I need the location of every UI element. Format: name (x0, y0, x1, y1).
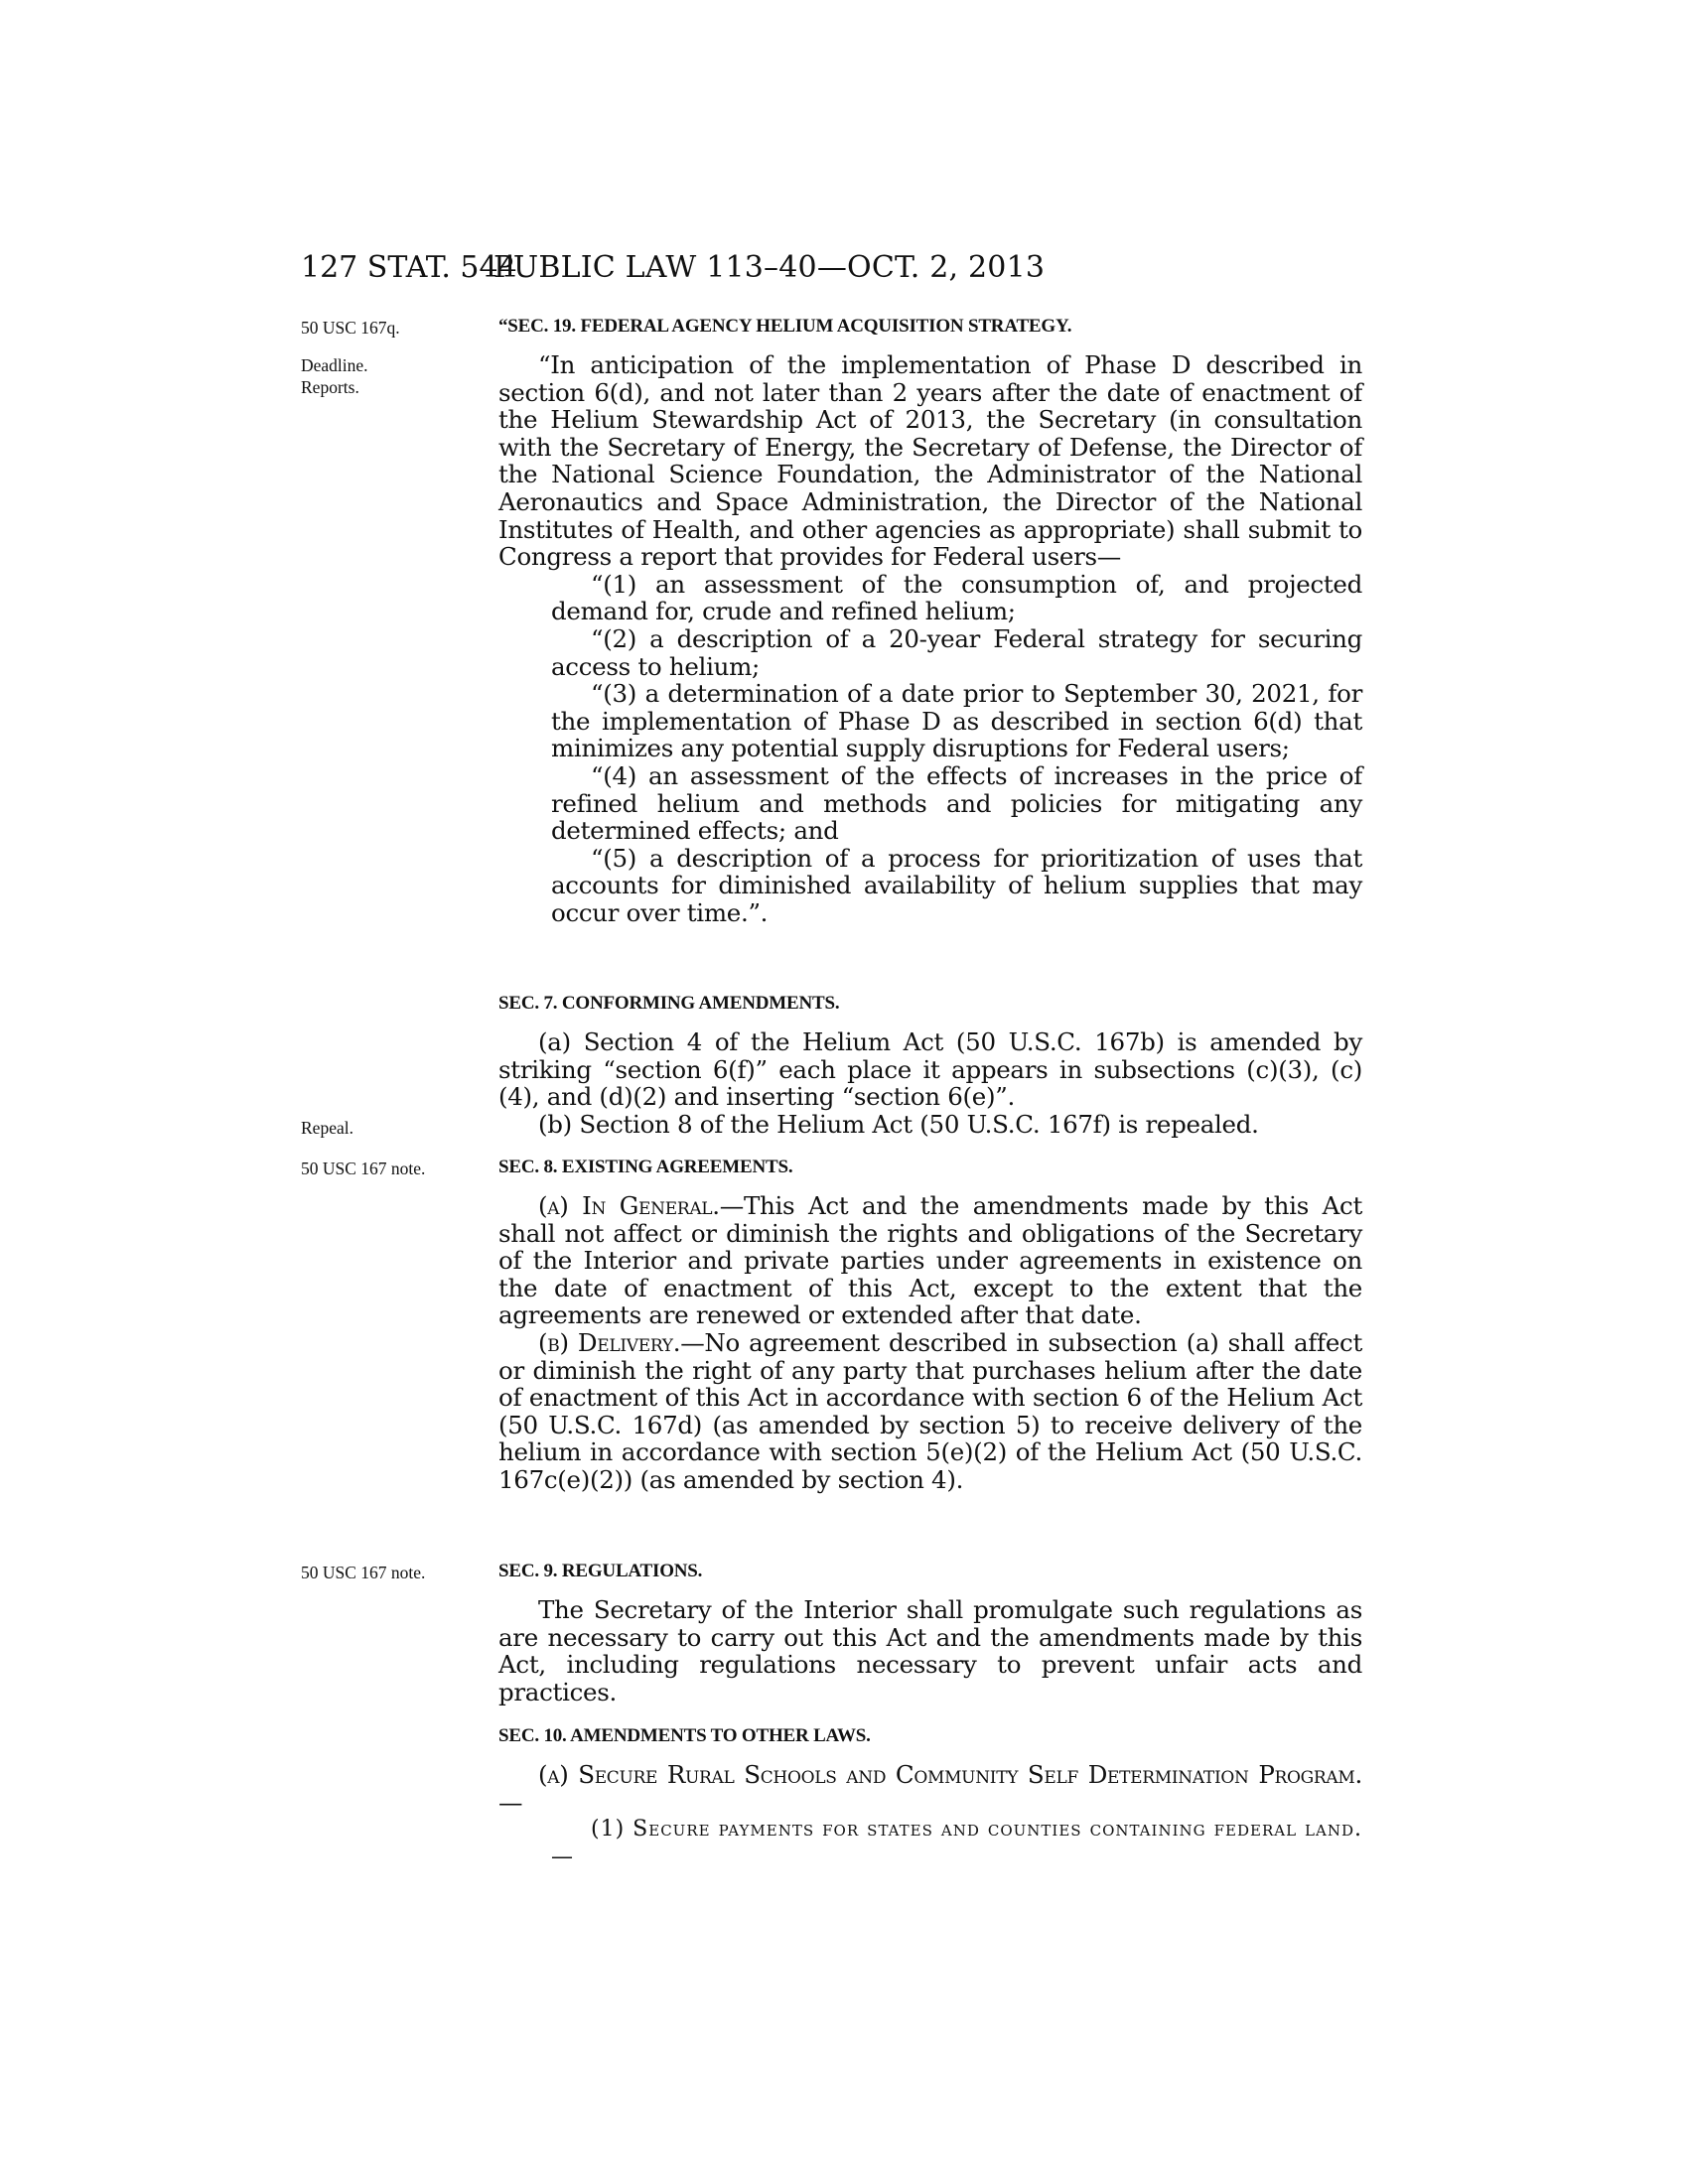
statute-reference: 127 STAT. 544 (301, 250, 517, 285)
section-19-heading: “SEC. 19. FEDERAL AGENCY HELIUM ACQUISITION STRATEGY. (498, 316, 1072, 337)
section-8-b-text: —No agreement described in subsection (a) shall affect or diminish the right of any party that purchases helium after the date of enactment of this Act in accordance with section 6 of the Helium Act (50 U.S.C. 167d) (as amended by section 5) to receive delivery of the helium in accordance with section 5(e)(2) of the Helium Act (50 U.S.C. 167c(e)(2)) (as amended by section 4). (498, 1327, 1362, 1494)
section-8-heading: SEC. 8. EXISTING AGREEMENTS. (498, 1157, 793, 1177)
public-law-title: PUBLIC LAW 113–40—OCT. 2, 2013 (493, 250, 1046, 285)
section-7 (498, 993, 1362, 1138)
section-8-b-label: (b) Delivery. (538, 1327, 681, 1357)
page-header (0, 250, 1688, 290)
section-19-item-1: “(1) an assessment of the consumption of, and projected demand for, crude and refined helium; (551, 569, 1362, 626)
section-7-heading: SEC. 7. CONFORMING AMENDMENTS. (498, 993, 840, 1014)
section-10-a: (a) Secure Rural Schools and Community Self Determination Program.— (498, 1760, 1362, 1817)
margin-note-reports: Reports. (301, 377, 359, 397)
section-8-b (498, 1329, 1362, 1494)
section-7-b: (b) Section 8 of the Helium Act (50 U.S.C. 167f) is repealed. (538, 1109, 1259, 1139)
section-19-item-4: “(4) an assessment of the effects of increases in the price of refined helium and methods and policies for mitigating any determined effects; and (551, 760, 1362, 846)
section-8-a-label: (a) In General. (538, 1191, 720, 1220)
section-8 (498, 1157, 1362, 1494)
section-9-heading: SEC. 9. REGULATIONS. (498, 1561, 703, 1581)
margin-note-usc-167-note: 50 USC 167 note. (301, 1159, 426, 1178)
section-9 (498, 1561, 1362, 1706)
section-10 (498, 1725, 1362, 1870)
section-19-item-3: “(3) a determination of a date prior to September 30, 2021, for the implementation of Phase D as described in section 6(d) that minimizes any potential supply disruptions for Federal users; (551, 679, 1362, 763)
margin-note-deadline: Deadline. (301, 355, 368, 375)
section-8-a (498, 1192, 1362, 1329)
section-19-item-5: “(5) a description of a process for prioritization of uses that accounts for diminished availability of helium supplies that may occur over time.”. (551, 843, 1362, 927)
margin-note-repeal: Repeal. (301, 1118, 353, 1138)
section-19-item-2: “(2) a description of a 20-year Federal strategy for securing access to helium; (551, 623, 1362, 681)
margin-note-usc-167q: 50 USC 167q. (301, 318, 400, 338)
section-10-heading: SEC. 10. AMENDMENTS TO OTHER LAWS. (498, 1725, 871, 1746)
section-8-a-text: —This Act and the amendments made by this Act shall not affect or diminish the rights and obligations of the Secretary of the Interior and private parties under agreements in existence on the date of enactment of this Act, except to the extent that the agreements are renewed or extended after that date. (498, 1191, 1362, 1330)
section-10-a-1: (1) Secure payments for states and counties containing federal land.— (551, 1817, 1362, 1869)
section-9-text: The Secretary of the Interior shall promulgate such regulations as are necessary to carry out this Act and the amendments made by this Act, including regulations necessary to prevent unfair acts and practices. (498, 1595, 1362, 1706)
margin-note-usc-167-note-2: 50 USC 167 note. (301, 1563, 426, 1582)
section-7-a: (a) Section 4 of the Helium Act (50 U.S.C. 167b) is amended by striking “section 6(f)” each place it appears in subsections (c)(3), (c)(4), and (d)(2) and inserting “section 6(e)”. (498, 1027, 1362, 1112)
section-19 (498, 316, 1362, 926)
section-19-intro: “In anticipation of the implementation of Phase D described in section 6(d), and not later than 2 years after the date of enactment of the Helium Stewardship Act of 2013, the Secretary (in consultation with the Secretary of Energy, the Secretary of Defense, the Director of the National Science Foundation, the Administrator of the National Aeronautics and Space Administration, the Director of the National Institutes of Health, and other agencies as appropriate) shall submit to Congress a report that provides for Federal users— (498, 350, 1362, 572)
